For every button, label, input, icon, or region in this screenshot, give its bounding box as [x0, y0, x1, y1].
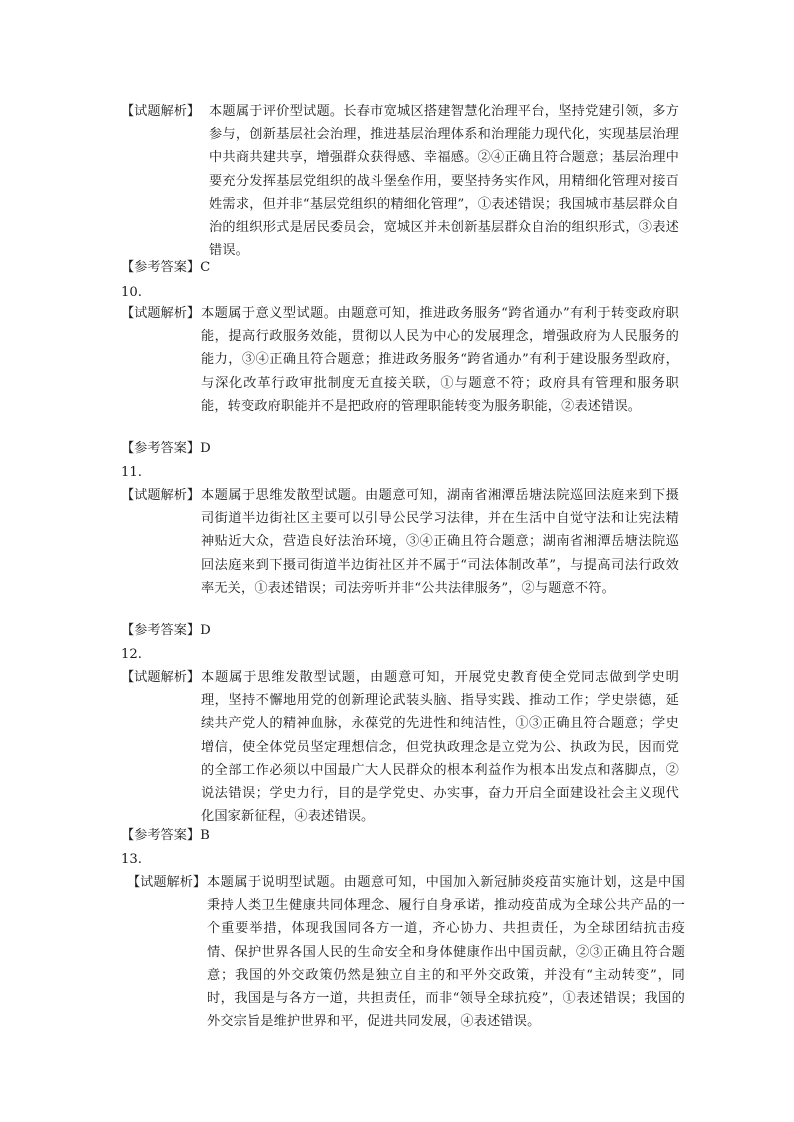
answer-label: 【参考答案】 — [121, 623, 201, 638]
analysis-text: 本题属于思维发散型试题，由题意可知，开展党史教育使全党同志做到学史明理，坚持不懈地用党的创新理论武装头脑、指导实践、推动工作；学史崇德，延续共产党人的精神血脉，永葆党的先进性和纯洁性，①③正确且符合题意；学史增信，使全体党员坚定理想信念，但党执政理念是立党为公、执政为民，因而党的全部工作必须以中国最广大人民群众的根本利益作为根本出发点和落脚点，②说法错误；学史力行，目的是学党史、办实事，奋力开启全面建设社会主义现代化国家新征程，④表述错误。 — [201, 670, 679, 825]
answer-label: 【参考答案】 — [121, 441, 201, 456]
question-number-10: 10. — [121, 285, 142, 300]
answer-label: 【参考答案】 — [121, 828, 201, 843]
analysis-label: 【试题解析】 — [127, 875, 207, 890]
answer-line-11 — [121, 622, 211, 640]
answer-label: 【参考答案】 — [121, 260, 201, 275]
analysis-text: 本题属于说明型试题。由题意可知，中国加入新冠肺炎疫苗实施计划，这是中国秉持人类卫生健康共同体理念、履行自身承诺，推动疫苗成为全球公共产品的一个重要举措，体现我国同各方一道，齐心协力、共担责任，为全球团结抗击疫情、保护世界各国人民的生命安全和身体健康作出中国贡献，②③正确且符合题意；我国的外交政策仍然是独立自主的和平外交政策，并没有“主动转变”，同时，我国是与各方一道，共担责任，而非“领导全球抗疫”，①表述错误；我国的外交宗旨是维护世界和平，促进共同发展，④表述错误。 — [207, 875, 685, 1030]
analysis-block-11 — [121, 484, 681, 624]
answer-line-12 — [121, 827, 210, 845]
answer-value: B — [200, 828, 210, 843]
analysis-text: 本题属于评价型试题。长春市宽城区搭建智慧化治理平台，坚持党建引领，多方参与，创新基层社会治理，推进基层治理体系和治理能力现代化，实现基层治理中共商共建共享，增强群众获得感、幸福感。②④正确且符合题意；基层治理中要充分发挥基层党组织的战斗堡垒作用，要坚持务实作风，用精细化管理对接百姓需求，但并非“基层党组织的精细化管理”，①表述错误；我国城市基层群众自治的组织形式是居民委员会，宽城区并未创新基层群众自治的组织形式，③表述错误。 — [209, 104, 679, 259]
question-number-13: 13. — [121, 852, 142, 867]
analysis-text: 本题属于意义型试题。由题意可知，推进政务服务“跨省通办”有利于转变政府职能，提高行政服务效能，贯彻以人民为中心的发展理念，增强政府为人民服务的能力，③④正确且符合题意；推进政务服务“跨省通办”有利于建设服务型政府，与深化改革行政审批制度无直接关联，①与题意不符；政府具有管理和服务职能，转变政府职能并不是把政府的管理职能转变为服务职能，②表述错误。 — [201, 306, 679, 414]
question-number-11: 11. — [121, 465, 142, 480]
answer-value: D — [200, 623, 211, 638]
analysis-label: 【试题解析】 — [121, 488, 201, 503]
analysis-block-12 — [121, 666, 681, 831]
answer-value: D — [200, 441, 211, 456]
question-number-12: 12. — [121, 647, 142, 662]
analysis-label: 【试题解析】 — [121, 104, 201, 119]
answer-line-9 — [121, 259, 210, 277]
analysis-block-9 — [121, 100, 681, 262]
answer-line-10 — [121, 440, 211, 458]
analysis-text: 本题属于思维发散型试题。由题意可知，湖南省湘潭岳塘法院巡回法庭来到下摄司街道半边街社区主要可以引导公民学习法律，并在生活中自觉守法和让宪法精神贴近大众，营造良好法治环境，③④正确且符合题意；湖南省湘潭岳塘法院巡回法庭来到下摄司街道半边街社区并不属于“司法体制改革”，与提高司法行政效率无关，①表述错误；司法旁听并非“公共法律服务”，②与题意不符。 — [201, 488, 679, 596]
analysis-label: 【试题解析】 — [121, 306, 201, 321]
analysis-block-13 — [127, 871, 687, 1036]
analysis-label: 【试题解析】 — [121, 670, 201, 685]
analysis-block-10 — [121, 302, 681, 442]
answer-value: C — [200, 260, 211, 275]
